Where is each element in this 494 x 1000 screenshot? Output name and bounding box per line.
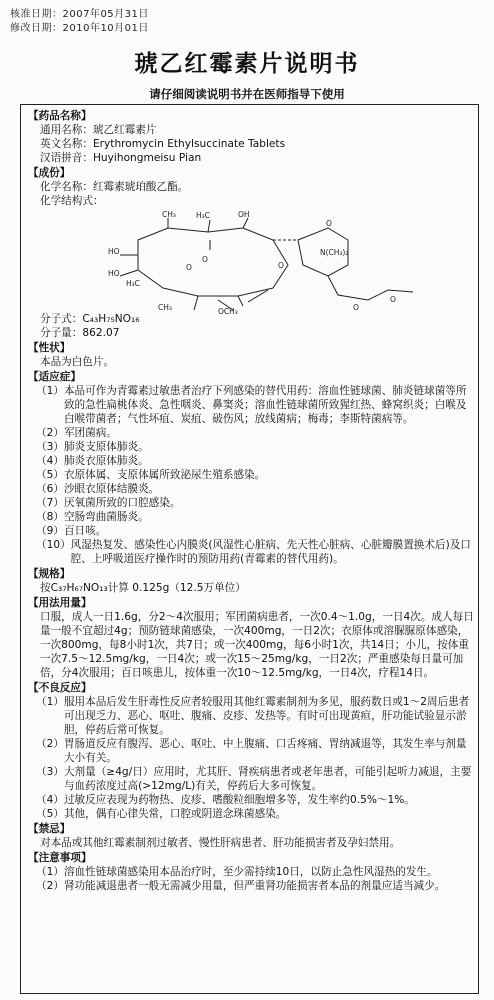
- list-item: （6） 沙眼衣原体结膜炎。: [36, 483, 160, 495]
- list-item: （5） 其他，偶有心律失常，口腔或阴道念珠菌感染。: [36, 808, 287, 820]
- svg-text:O: O: [186, 263, 192, 272]
- svg-text:H₃C: H₃C: [196, 211, 210, 220]
- svg-text:O: O: [353, 303, 359, 312]
- svg-text:CH₃: CH₃: [158, 303, 172, 312]
- contra-text: 对本品或其他红霉素制剂过敏者、慢性肝病患者、肝功能损害者及孕妇禁用。: [40, 837, 401, 849]
- list-item: （4） 肺炎衣原体肺炎。: [36, 455, 149, 467]
- traits-heading: 【性状】: [28, 342, 71, 354]
- adverse-heading: 【不良反应】: [28, 682, 92, 694]
- pinyin-name: 汉语拼音：Huyihongmeisu Pian: [40, 152, 202, 164]
- indications-list: [28, 384, 474, 566]
- indications-heading: 【适应症】: [28, 371, 81, 383]
- list-item: （3） 肺炎支原体肺炎。: [36, 441, 149, 453]
- list-item: （9） 百日咳。: [36, 525, 107, 537]
- chemical-structure-diagram: [98, 210, 474, 314]
- list-item: （2） 肾功能减退患者一般无需减少用量，但严重肾功能损害者本品的剂量应适当减少。: [36, 880, 446, 892]
- adverse-list: [28, 695, 474, 821]
- molecular-mass: 分子量：862.07: [40, 327, 120, 339]
- svg-text:OH: OH: [238, 210, 250, 219]
- structure-svg: [98, 210, 418, 314]
- english-name: 英文名称：Erythromycin Ethylsuccinate Tablets: [40, 138, 286, 150]
- list-item: （1） 本品可作为青霉素过敏患者治疗下列感染的替代用药：溶血性链球菌、肺炎链球菌等所致的急性扁桃体炎、急性咽炎、鼻窦炎；溶血性链球菌所致猩红热、蜂窝织炎；白喉及白喉带菌者；气性坏疽、炭疽、破伤风；放线菌病；梅毒；李斯特菌病等。: [36, 385, 467, 425]
- svg-text:CH₃: CH₃: [162, 210, 176, 219]
- spec-heading: 【规格】: [28, 568, 71, 580]
- svg-text:H₃C: H₃C: [126, 279, 140, 288]
- usage-text: 口服，成人一日1.6g，分2～4次服用；军团菌病患者，一次0.4～1.0g，一日4次。成人每日量一般不宜超过4g；预防链球菌感染，一次400mg，一日2次；衣原体或溶脲脲原体感染，一次800mg，每8小时1次，共7日；或一次400mg，每6小时1次，共14日；小儿，按体重一次7.5～12.5mg/kg，一日4次；或一次15～25mg/kg，一日2次；严重感染每日量可加倍，分4次服用；百日咳患儿，按体重一次10～12.5mg/kg，一日4次，疗程14日。: [40, 611, 474, 679]
- list-item: （8） 空肠弯曲菌肠炎。: [36, 511, 149, 523]
- drug-name-heading: 【药品名称】: [28, 110, 92, 122]
- svg-text:OCH₃: OCH₃: [218, 307, 238, 314]
- page-subtitle: 请仔细阅读说明书并在医师指导下使用: [149, 87, 345, 101]
- list-item: （1） 服用本品后发生肝毒性反应者较服用其他红霉素制剂为多见，服药数日或1～2周后患者可出现乏力、恶心、呕吐、腹痛、皮疹、发热等。有时可出现黄疸，肝功能试验显示淤胆，停药后常可恢复。: [36, 696, 470, 736]
- svg-text:O: O: [390, 295, 396, 304]
- molecular-formula: 分子式：C₄₃H₇₅NO₁₆: [40, 313, 140, 325]
- list-item: （3） 大剂量（≥4g/日）应用时，尤其肝、肾疾病患者或老年患者，可能引起听力减退，主要与血药浓度过高(>12mg/L)有关，停药后大多可恢复。: [36, 766, 472, 792]
- list-item: （2） 军团菌病。: [36, 427, 117, 439]
- composition-heading: 【成份】: [28, 167, 71, 179]
- structure-label: 化学结构式：: [40, 195, 104, 207]
- spec-text: 按C₃₇H₆₇NO₁₃计算 0.125g（12.5万单位）: [40, 582, 246, 594]
- list-item: （5） 衣原体属、支原体属所致泌尿生殖系感染。: [36, 469, 266, 481]
- contra-heading: 【禁忌】: [28, 823, 71, 835]
- usage-heading: 【用法用量】: [28, 597, 92, 609]
- page-title: 琥乙红霉素片说明书: [134, 51, 360, 77]
- list-item: （4） 过敏反应表现为药物热、皮疹、嗜酸粒细胞增多等，发生率约0.5%～1%。: [36, 794, 415, 806]
- list-item: （7） 厌氧菌所致的口腔感染。: [36, 497, 181, 509]
- approve-date: 核准日期：2007年05月31日: [10, 9, 149, 20]
- svg-text:O: O: [326, 219, 332, 228]
- modify-date: 修改日期：2010年10月01日: [10, 23, 149, 34]
- svg-text:O: O: [202, 255, 208, 264]
- svg-text:O: O: [278, 261, 284, 270]
- list-item: （10） 风湿热复发、感染性心内膜炎(风湿性心脏病、先天性心脏病、心脏瓣膜置换术后)及口腔、上呼吸道医疗操作时的预防用药(青霉素的替代用药)。: [36, 539, 471, 565]
- svg-text:HO: HO: [108, 247, 120, 256]
- list-item: （2） 胃肠道反应有腹泻、恶心、呕吐、中上腹痛、口舌疼痛、胃纳减退等，其发生率与剂量大小有关。: [36, 738, 467, 764]
- leaflet-content: [28, 108, 474, 893]
- chem-name: 化学名称：红霉素琥珀酸乙酯。: [40, 181, 189, 193]
- common-name: 通用名称：琥乙红霉素片: [40, 124, 157, 136]
- svg-text:HO: HO: [108, 269, 120, 278]
- caution-list: [28, 865, 474, 893]
- date-block: [10, 8, 149, 36]
- svg-text:N(CH₃)₂: N(CH₃)₂: [320, 248, 349, 257]
- caution-heading: 【注意事项】: [28, 852, 92, 864]
- traits-text: 本品为白色片。: [40, 356, 115, 368]
- list-item: （1） 溶血性链球菌感染用本品治疗时，至少需持续10日，以防止急性风湿热的发生。: [36, 866, 438, 878]
